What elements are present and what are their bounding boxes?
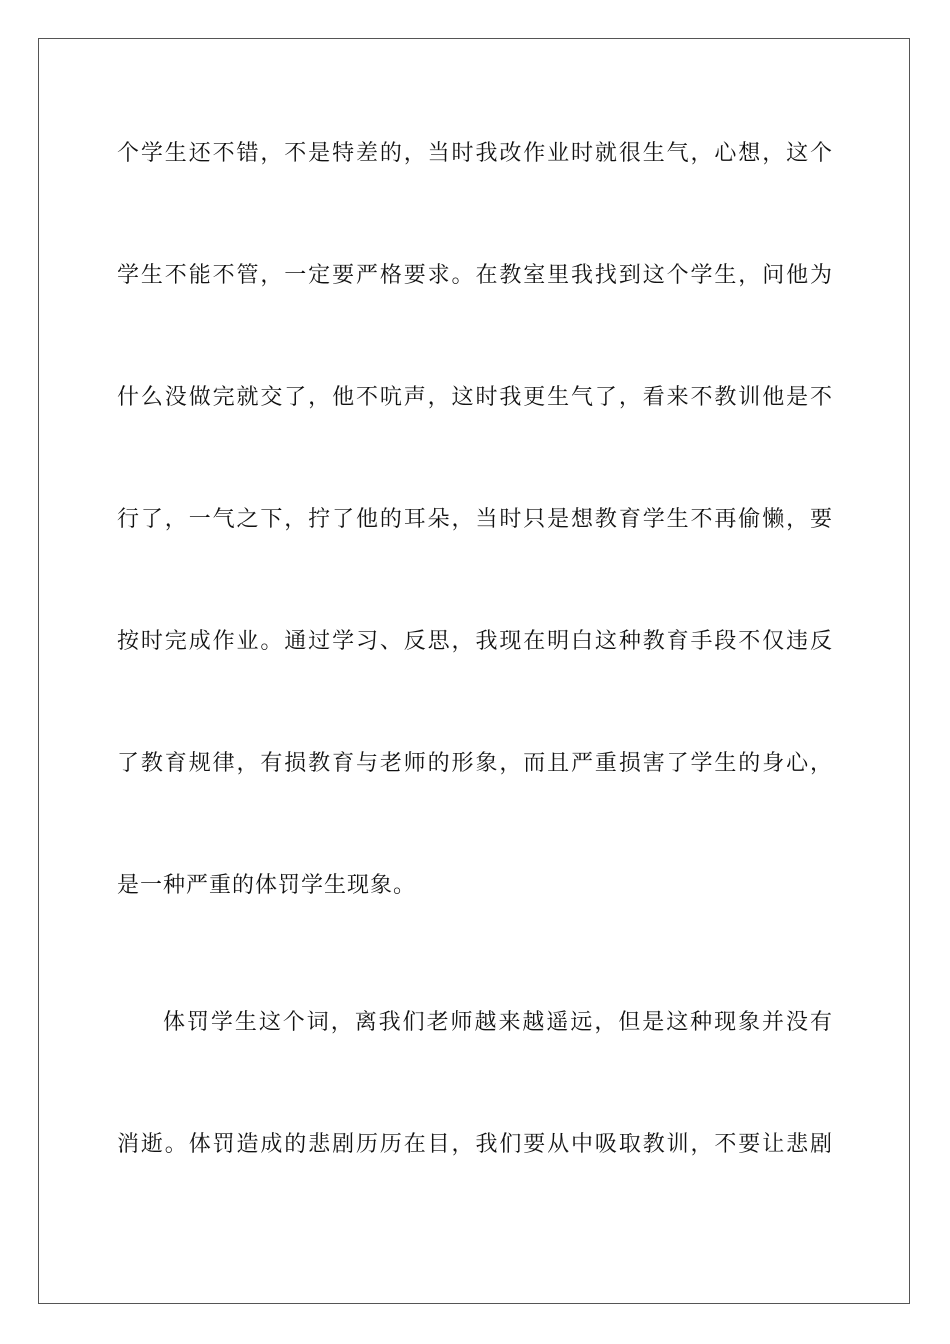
paragraph-line-9: 消逝。体罚造成的悲剧历历在目，我们要从中吸取教训，不要让悲剧: [117, 1132, 833, 1157]
paragraph-line-4: 行了，一气之下，拧了他的耳朵，当时只是想教育学生不再偷懒，要: [117, 507, 833, 532]
paragraph-line-7: 是一种严重的体罚学生现象。: [117, 873, 417, 898]
paragraph-line-2: 学生不能不管，一定要严格要求。在教室里我找到这个学生，问他为: [117, 263, 833, 288]
paragraph-line-6: 了教育规律，有损教育与老师的形象，而且严重损害了学生的身心，: [117, 751, 833, 776]
paragraph-line-5: 按时完成作业。通过学习、反思，我现在明白这种教育手段不仅违反: [117, 629, 833, 654]
page-frame: [38, 38, 910, 1304]
paragraph-line-3: 什么没做完就交了，他不吭声，这时我更生气了，看来不教训他是不: [117, 385, 833, 410]
paragraph-line-1: 个学生还不错，不是特差的，当时我改作业时就很生气，心想，这个: [117, 141, 833, 166]
paragraph-line-8: 体罚学生这个词，离我们老师越来越遥远，但是这种现象并没有: [163, 1010, 833, 1035]
